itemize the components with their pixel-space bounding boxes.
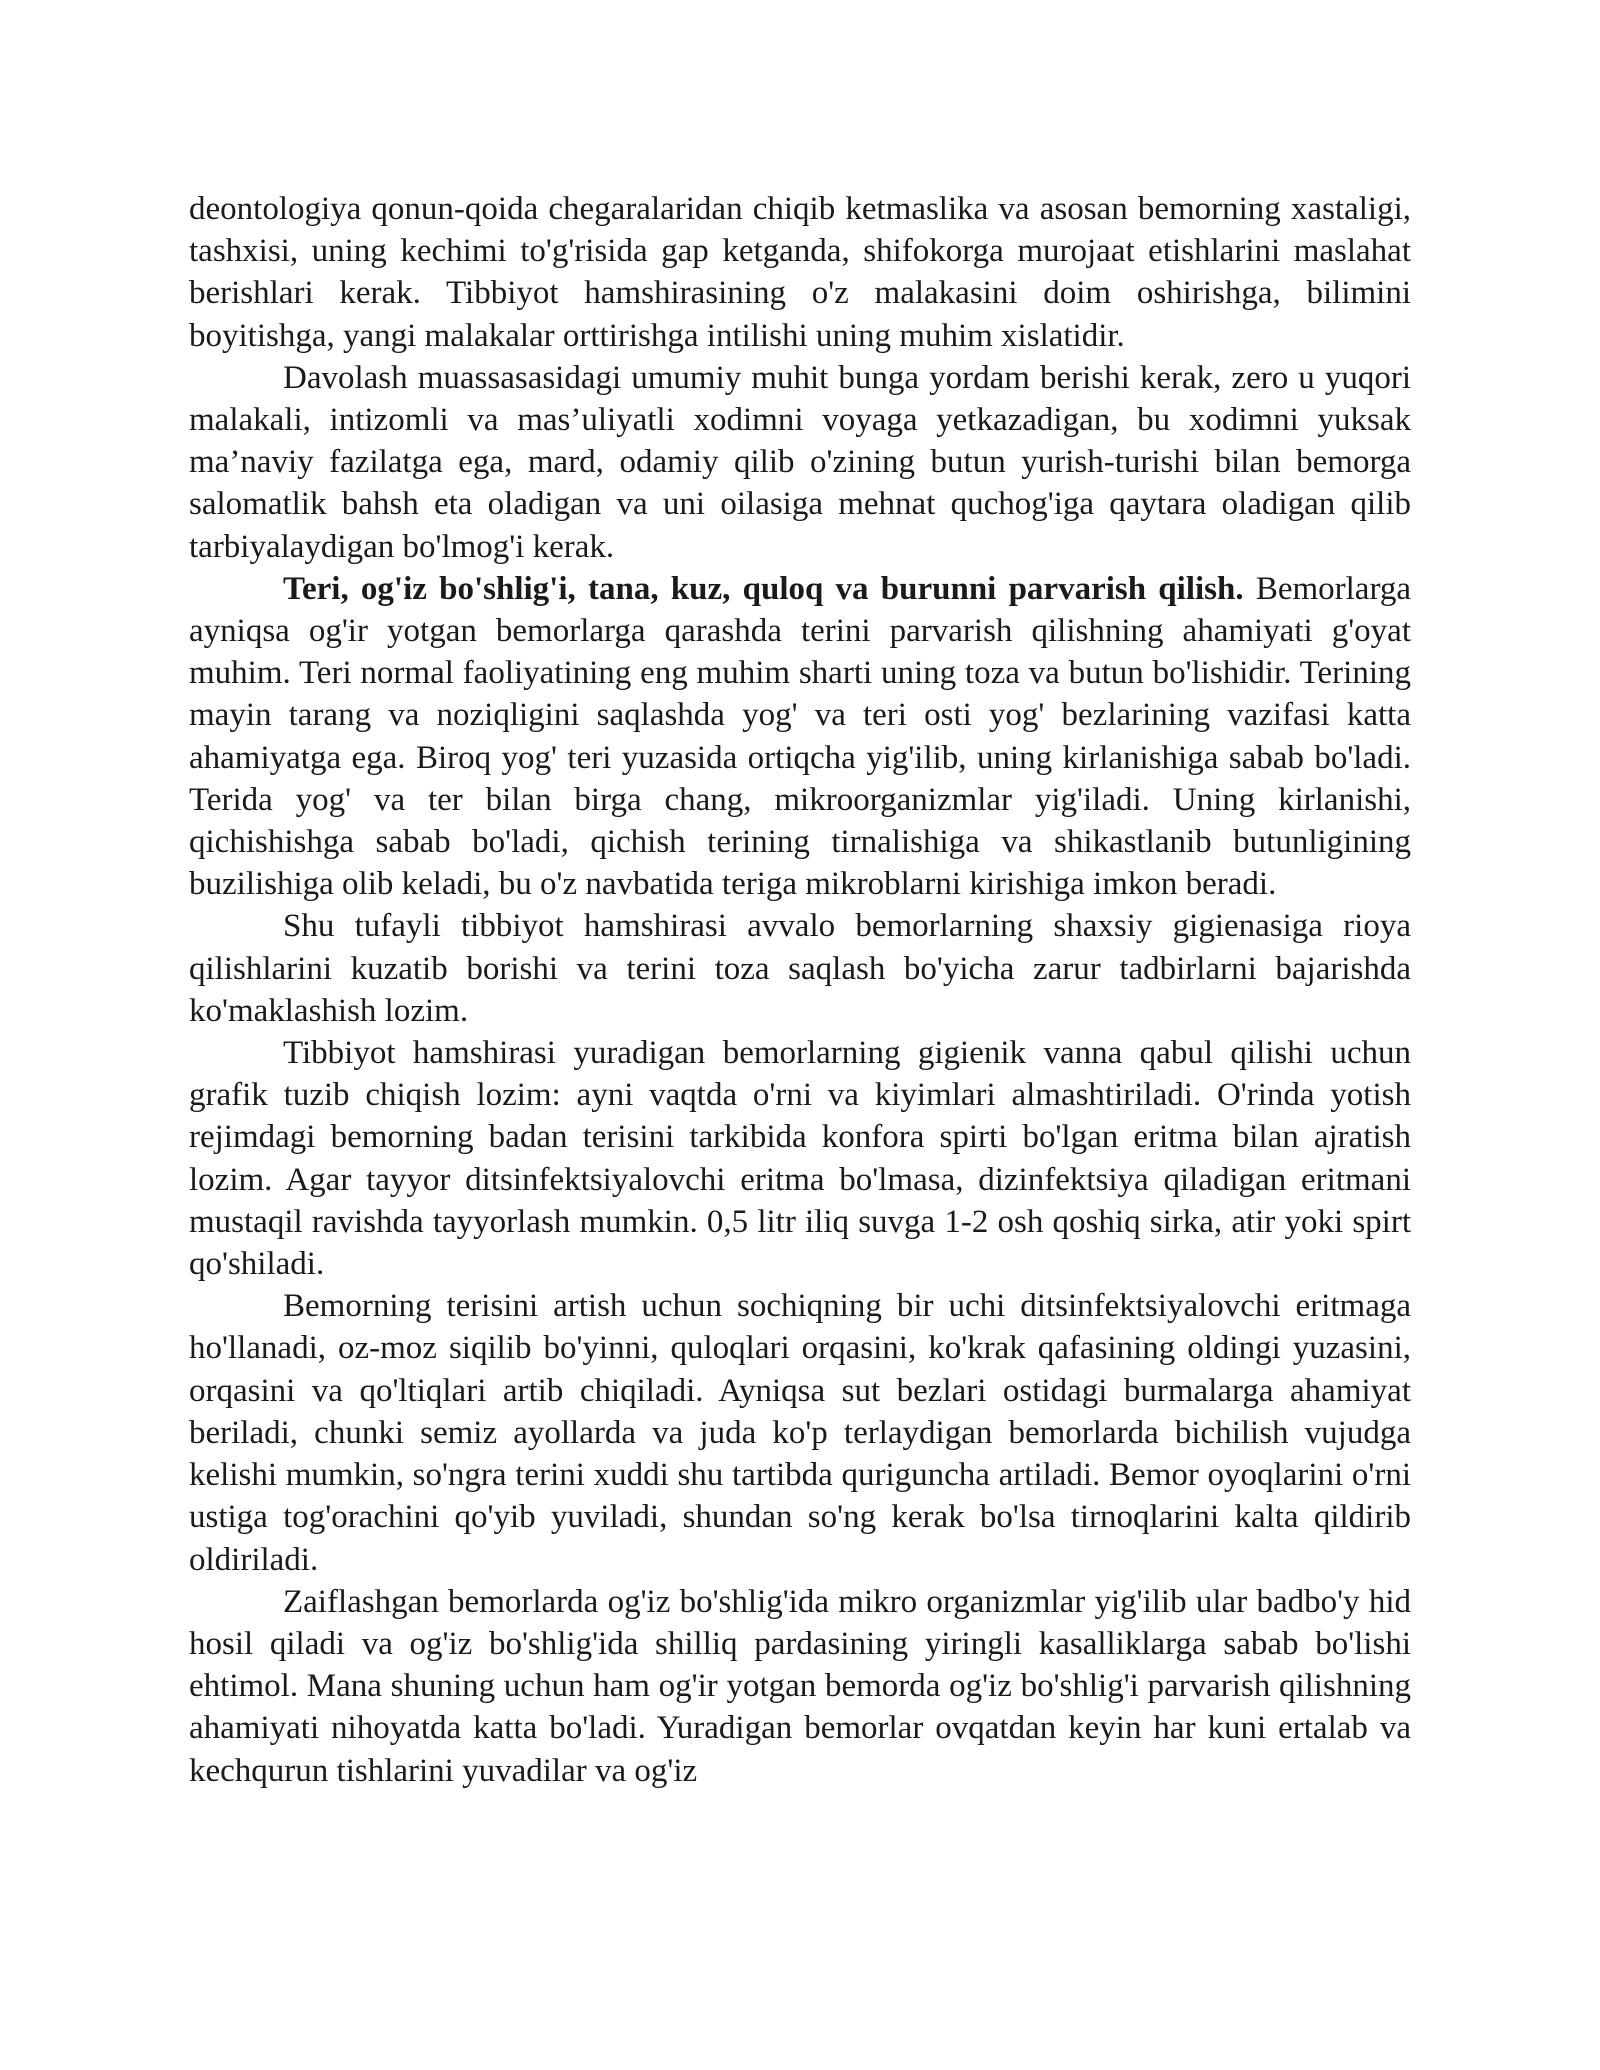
section-heading: Teri, og'iz bo'shlig'i, tana, kuz, quloq va burunni parvarish qilish.: [283, 570, 1244, 607]
paragraph-3: [189, 568, 1411, 906]
paragraph-1: deontologiya qonun-qoida chegaralaridan chiqib ketmaslika va asosan bemorning xastaligi, tashxisi, uning kechimi to'g'risida gap ketganda, shifokorga murojaat etishlarini maslahat berishlari kerak. Tibbiyot hamshirasining o'z malakasini doim oshirishga, bilimini boyitishga, yangi malakalar orttirishga intilishi uning muhim xislatidir.: [189, 191, 1411, 354]
paragraph-5: Tibbiyot hamshirasi yuradigan bemorlarning gigienik vanna qabul qilishi uchun grafik tuzib chiqish lozim: ayni vaqtda o'rni va kiyimlari almashtiriladi. O'rinda yotish rejimdagi bemorning badan terisini tarkibida konfora spirti bo'lgan eritma bilan ajratish lozim. Agar tayyor ditsinfektsiyalovchi eritma bo'lmasa, dizinfektsiya qiladigan eritmani mustaqil ravishda tayyorlash mumkin. 0,5 litr iliq suvga 1-2 osh qoshiq sirka, atir yoki spirt qo'shiladi.: [189, 1035, 1411, 1283]
paragraph-3-body: Bemorlarga ayniqsa og'ir yotgan bemorlarga qarashda terini parvarish qilishning ahamiyati g'oyat muhim. Teri normal faoliyatining eng muhim sharti uning toza va butun bo'lishidir. Terining mayin tarang va noziqligini saqlashda yog' va teri osti yog' bezlarining vazifasi katta ahamiyatga ega. Biroq yog' teri yuzasida ortiqcha yig'ilib, uning kirlanishiga sabab bo'ladi. Terida yog' va ter bilan birga chang, mikroorganizmlar yig'iladi. Uning kirlanishi, qichishishga sabab bo'ladi, qichish terining tirnalishiga va shikastlanib butunligining buzilishiga olib keladi, bu o'z navbatida teriga mikroblarni kirishiga imkon beradi.: [189, 570, 1411, 903]
document-page: [189, 188, 1411, 1792]
paragraph-4: Shu tufayli tibbiyot hamshirasi avvalo bemorlarning shaxsiy gigienasiga rioya qilishlarini kuzatib borishi va terini toza saqlash bo'yicha zarur tadbirlarni bajarishda ko'maklashish lozim.: [189, 908, 1411, 1029]
paragraph-6: Bemorning terisini artish uchun sochiqning bir uchi ditsinfektsiyalovchi eritmaga ho'llanadi, oz-moz siqilib bo'yinni, quloqlari orqasini, ko'krak qafasining oldingi yuzasini, orqasini va qo'ltiqlari artib chiqiladi. Ayniqsa sut bezlari ostidagi burmalarga ahamiyat beriladi, chunki semiz ayollarda va juda ko'p terlaydigan bemorlarda bichilish vujudga kelishi mumkin, so'ngra terini xuddi shu tartibda quriguncha artiladi. Bemor oyoqlarini o'rni ustiga tog'orachini qo'yib yuviladi, shundan so'ng kerak bo'lsa tirnoqlarini kalta qildirib oldiriladi.: [189, 1288, 1411, 1578]
paragraph-2: Davolash muassasasidagi umumiy muhit bunga yordam berishi kerak, zero u yuqori malakali, intizomli va mas’uliyatli xodimni voyaga yetkazadigan, bu xodimni yuksak ma’naviy fazilatga ega, mard, odamiy qilib o'zining butun yurish-turishi bilan bemorga salomatlik bahsh eta oladigan va uni oilasiga mehnat quchog'iga qaytara oladigan qilib tarbiyalaydigan bo'lmog'i kerak.: [189, 359, 1411, 565]
paragraph-7: Zaiflashgan bemorlarda og'iz bo'shlig'ida mikro organizmlar yig'ilib ular badbo'y hid hosil qiladi va og'iz bo'shlig'ida shilliq pardasining yiringli kasalliklarga sabab bo'lishi ehtimol. Mana shuning uchun ham og'ir yotgan bemorda og'iz bo'shlig'i parvarish qilishning ahamiyati nihoyatda katta bo'ladi. Yuradigan bemorlar ovqatdan keyin har kuni ertalab va kechqurun tishlarini yuvadilar va og'iz: [189, 1583, 1411, 1789]
